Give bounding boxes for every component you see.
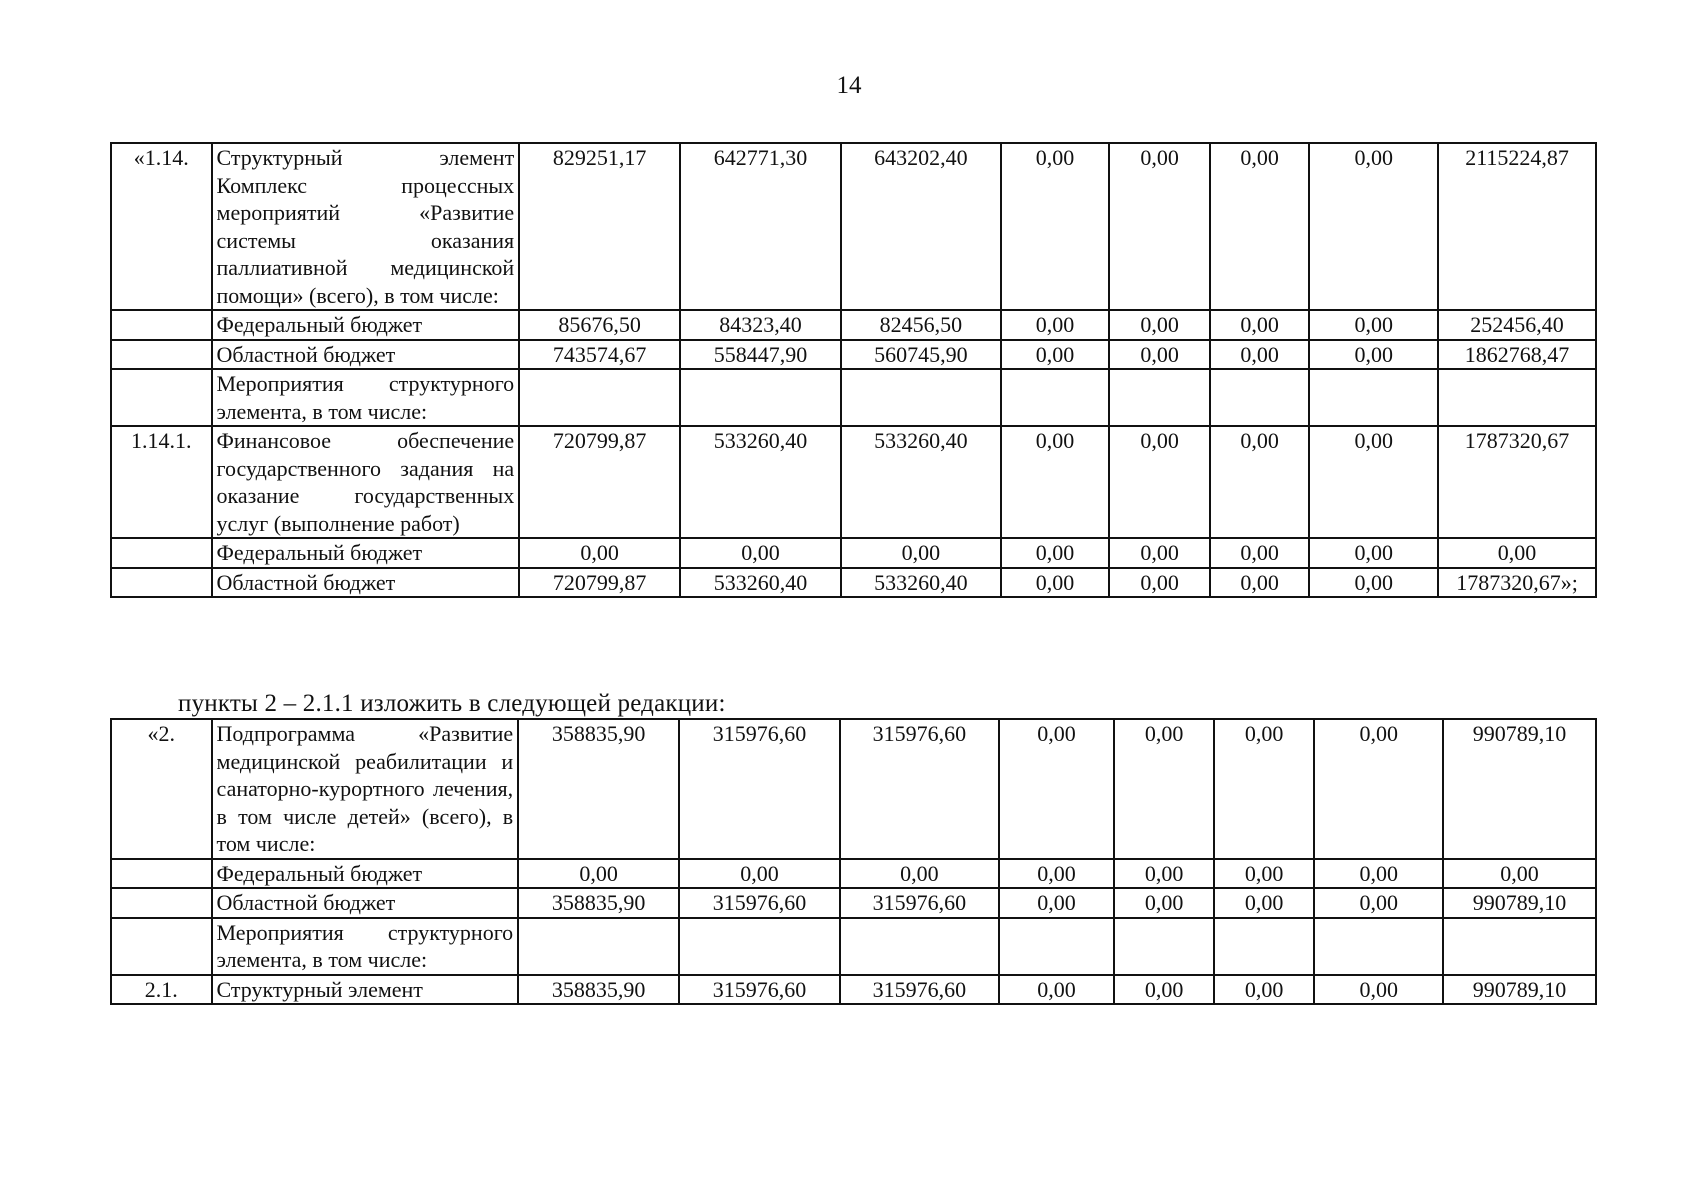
row-code: «1.14. — [111, 143, 212, 310]
total-value-cell: 0,00 — [1443, 859, 1596, 889]
value-cell — [1210, 369, 1310, 426]
value-cell — [1214, 918, 1315, 975]
value-cell: 0,00 — [999, 859, 1115, 889]
value-cell — [841, 369, 1001, 426]
total-value-cell: 990789,10 — [1443, 975, 1596, 1005]
total-value-cell: 0,00 — [1438, 538, 1596, 568]
value-cell: 0,00 — [1314, 975, 1443, 1005]
row-name: Областной бюджет — [212, 888, 519, 918]
value-cell: 0,00 — [1114, 859, 1214, 889]
value-cell: 0,00 — [1109, 568, 1210, 598]
value-cell: 0,00 — [1210, 538, 1310, 568]
row-code — [111, 888, 212, 918]
value-cell: 0,00 — [841, 538, 1001, 568]
value-cell: 0,00 — [1210, 310, 1310, 340]
row-name: Мероприятия структурного элемента, в том числе: — [212, 369, 520, 426]
value-cell: 720799,87 — [519, 568, 680, 598]
row-code — [111, 340, 212, 370]
row-code — [111, 538, 212, 568]
value-cell: 315976,60 — [840, 719, 999, 859]
row-code — [111, 310, 212, 340]
value-cell — [1109, 369, 1210, 426]
value-cell: 0,00 — [1314, 888, 1443, 918]
total-value-cell: 990789,10 — [1443, 888, 1596, 918]
value-cell: 0,00 — [1210, 143, 1310, 310]
value-cell: 315976,60 — [679, 975, 840, 1005]
amendment-text: пункты 2 – 2.1.1 изложить в следующей редакции: — [178, 690, 726, 717]
row-name: Федеральный бюджет — [212, 859, 519, 889]
value-cell: 0,00 — [679, 859, 840, 889]
row-name: Подпрограмма «Развитие медицинской реабилитации и санаторно-курортного лечения, в том числе детей» (всего), в том числе: — [212, 719, 519, 859]
value-cell: 85676,50 — [519, 310, 680, 340]
total-value-cell: 1787320,67»; — [1438, 568, 1596, 598]
value-cell: 720799,87 — [519, 426, 680, 538]
value-cell: 0,00 — [1001, 538, 1110, 568]
value-cell: 315976,60 — [840, 888, 999, 918]
total-value-cell: 2115224,87 — [1438, 143, 1596, 310]
row-name: Федеральный бюджет — [212, 538, 520, 568]
row-code: «2. — [111, 719, 212, 859]
total-value-cell: 1787320,67 — [1438, 426, 1596, 538]
value-cell — [680, 369, 841, 426]
value-cell: 642771,30 — [680, 143, 841, 310]
table-row — [111, 340, 1596, 370]
row-name: Структурный элемент — [212, 975, 519, 1005]
value-cell: 0,00 — [999, 975, 1115, 1005]
value-cell — [840, 918, 999, 975]
value-cell: 0,00 — [1001, 426, 1110, 538]
row-name: Мероприятия структурного элемента, в том числе: — [212, 918, 519, 975]
value-cell: 0,00 — [840, 859, 999, 889]
total-value-cell: 990789,10 — [1443, 719, 1596, 859]
value-cell: 0,00 — [1001, 340, 1110, 370]
value-cell: 533260,40 — [680, 426, 841, 538]
value-cell: 0,00 — [1109, 538, 1210, 568]
table-row — [111, 538, 1596, 568]
value-cell: 0,00 — [1309, 426, 1438, 538]
value-cell — [1309, 369, 1438, 426]
row-code: 2.1. — [111, 975, 212, 1005]
value-cell — [1314, 918, 1443, 975]
value-cell: 0,00 — [1210, 568, 1310, 598]
total-value-cell: 252456,40 — [1438, 310, 1596, 340]
table-row — [111, 859, 1596, 889]
table-row — [111, 143, 1596, 310]
value-cell: 533260,40 — [841, 568, 1001, 598]
value-cell: 0,00 — [1109, 143, 1210, 310]
value-cell: 0,00 — [999, 888, 1115, 918]
row-code — [111, 918, 212, 975]
value-cell: 0,00 — [1309, 340, 1438, 370]
value-cell: 0,00 — [1114, 975, 1214, 1005]
table-row — [111, 310, 1596, 340]
value-cell — [999, 918, 1115, 975]
budget-table-1 — [110, 142, 1597, 598]
row-name: Финансовое обеспечение государственного задания на оказание государственных услуг (выполнение работ) — [212, 426, 520, 538]
table-row — [111, 369, 1596, 426]
value-cell: 0,00 — [1109, 426, 1210, 538]
table-row — [111, 568, 1596, 598]
table-row — [111, 888, 1596, 918]
value-cell: 0,00 — [1314, 859, 1443, 889]
total-value-cell — [1438, 369, 1596, 426]
value-cell: 0,00 — [1214, 859, 1315, 889]
value-cell — [679, 918, 840, 975]
page-number: 14 — [836, 72, 862, 99]
row-code: 1.14.1. — [111, 426, 212, 538]
value-cell: 0,00 — [1109, 340, 1210, 370]
value-cell: 743574,67 — [519, 340, 680, 370]
value-cell: 315976,60 — [840, 975, 999, 1005]
value-cell: 0,00 — [518, 859, 679, 889]
value-cell: 358835,90 — [518, 975, 679, 1005]
value-cell: 0,00 — [1214, 719, 1315, 859]
value-cell: 0,00 — [1309, 310, 1438, 340]
row-code — [111, 859, 212, 889]
value-cell: 0,00 — [1114, 719, 1214, 859]
row-code — [111, 568, 212, 598]
value-cell: 0,00 — [1314, 719, 1443, 859]
table-row — [111, 426, 1596, 538]
value-cell: 0,00 — [1001, 143, 1110, 310]
value-cell: 0,00 — [1210, 340, 1310, 370]
value-cell: 0,00 — [999, 719, 1115, 859]
value-cell: 0,00 — [680, 538, 841, 568]
value-cell: 533260,40 — [841, 426, 1001, 538]
row-name: Областной бюджет — [212, 340, 520, 370]
value-cell — [1001, 369, 1110, 426]
table-row — [111, 719, 1596, 859]
total-value-cell — [1443, 918, 1596, 975]
value-cell: 0,00 — [1309, 538, 1438, 568]
value-cell: 0,00 — [1109, 310, 1210, 340]
value-cell: 82456,50 — [841, 310, 1001, 340]
row-name: Федеральный бюджет — [212, 310, 520, 340]
value-cell: 829251,17 — [519, 143, 680, 310]
value-cell: 560745,90 — [841, 340, 1001, 370]
value-cell: 0,00 — [519, 538, 680, 568]
budget-table-2 — [110, 718, 1597, 1005]
value-cell — [1114, 918, 1214, 975]
row-name: Структурный элемент Комплекс процессных мероприятий «Развитие системы оказания паллиативной медицинской помощи» (всего), в том числе: — [212, 143, 520, 310]
value-cell: 0,00 — [1309, 143, 1438, 310]
value-cell: 0,00 — [1001, 310, 1110, 340]
value-cell: 0,00 — [1214, 888, 1315, 918]
value-cell: 315976,60 — [679, 888, 840, 918]
value-cell: 558447,90 — [680, 340, 841, 370]
value-cell: 358835,90 — [518, 888, 679, 918]
value-cell: 0,00 — [1210, 426, 1310, 538]
value-cell: 643202,40 — [841, 143, 1001, 310]
value-cell: 84323,40 — [680, 310, 841, 340]
row-name: Областной бюджет — [212, 568, 520, 598]
value-cell — [518, 918, 679, 975]
table-row — [111, 918, 1596, 975]
total-value-cell: 1862768,47 — [1438, 340, 1596, 370]
table-row — [111, 975, 1596, 1005]
value-cell: 358835,90 — [518, 719, 679, 859]
row-code — [111, 369, 212, 426]
value-cell: 0,00 — [1309, 568, 1438, 598]
value-cell — [519, 369, 680, 426]
value-cell: 533260,40 — [680, 568, 841, 598]
value-cell: 0,00 — [1001, 568, 1110, 598]
value-cell: 0,00 — [1114, 888, 1214, 918]
value-cell: 0,00 — [1214, 975, 1315, 1005]
value-cell: 315976,60 — [679, 719, 840, 859]
